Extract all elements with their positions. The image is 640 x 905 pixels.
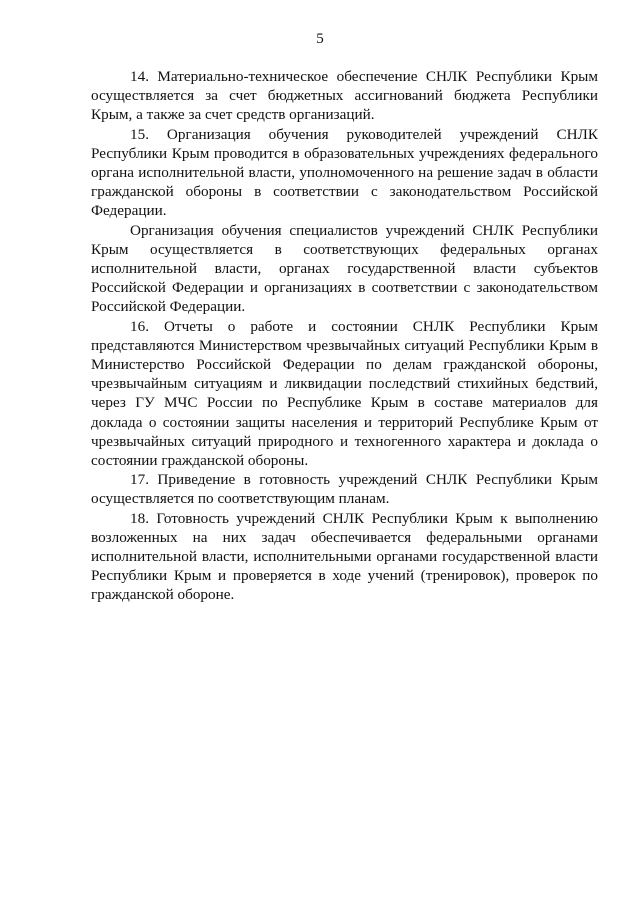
paragraph-14: 14. Материально-техническое обеспечение СНЛК Республики Крым осуществляется за счет бюджетных ассигнований бюджета Республики Крым, а также за счет средств организаций. — [91, 68, 598, 124]
paragraph-15: 15. Организация обучения руководителей учреждений СНЛК Республики Крым проводится в образовательных учреждениях федерального органа исполнительной власти, уполномоченного на решение задач в области гражданской обороны в соответствии с законодательством Российской Федерации. — [91, 125, 598, 220]
paragraph-18: 18. Готовность учреждений СНЛК Республики Крым к выполнению возложенных на них задач обеспечивается федеральными органами исполнительной власти, исполнительными органами государственной власти Республики Крым и проверяется в ходе учений (тренировок), проверок по гражданской обороне. — [91, 509, 598, 604]
paragraph-17: 17. Приведение в готовность учреждений СНЛК Республики Крым осуществляется по соответствующим планам. — [91, 471, 598, 508]
paragraph-15-continued: Организация обучения специалистов учреждений СНЛК Республики Крым осуществляется в соответствующих федеральных органах исполнительной власти, органах государственной власти субъектов Российской Федерации и организациях в соответствии с законодательством Российской Федерации. — [91, 221, 598, 316]
paragraph-16: 16. Отчеты о работе и состоянии СНЛК Республики Крым представляются Министерством чрезвычайных ситуаций Республики Крым в Министерство Российской Федерации по делам гражданской обороны, чрезвычайным ситуациям и ликвидации последствий стихийных бедствий, через ГУ МЧС России по Республике Крым в составе материалов для доклада о состоянии защиты населения и территорий Республике Крым от чрезвычайных ситуаций природного и техногенного характера и доклада о состоянии гражданской обороны. — [91, 317, 598, 470]
document-body — [91, 67, 598, 605]
page-number: 5 — [316, 31, 324, 47]
